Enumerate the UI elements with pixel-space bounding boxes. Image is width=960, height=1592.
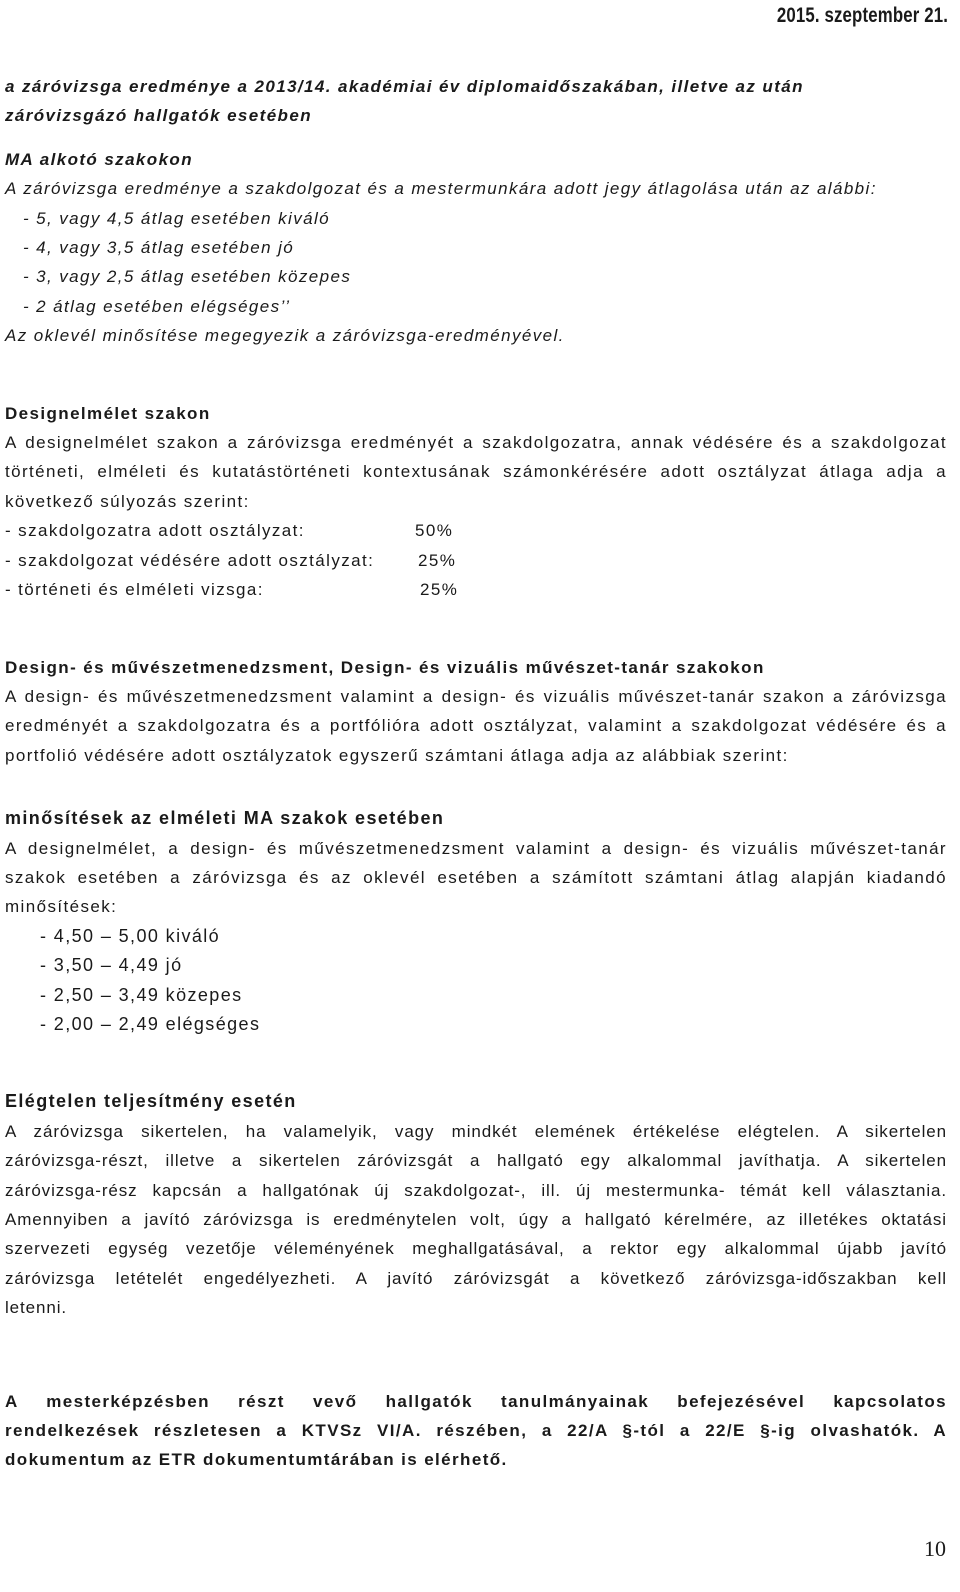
weight-label: - szakdolgozat védésére adott osztályzat: <box>5 550 375 570</box>
weight-row <box>5 546 947 575</box>
section-title-line-2: záróvizsgázó hallgatók esetében <box>5 106 312 126</box>
ma-alkoto-heading: MA alkotó szakokon <box>5 149 193 169</box>
paragraph-line: A záróvizsga sikertelen, ha valamelyik, vagy mindkét elemének értékelése elégtelen. A sikertelen <box>5 1121 947 1141</box>
weight-value: 50% <box>415 521 454 541</box>
page-date: 2015. szeptember 21. <box>776 4 948 27</box>
page-number: 10 <box>924 1536 946 1561</box>
ma-alkoto-intro: A záróvizsga eredménye a szakdolgozat és a mestermunkára adott jegy átlagolása után az alábbi: <box>5 179 877 199</box>
weight-value: 25% <box>418 550 457 570</box>
minositesek-heading: minősítések az elméleti MA szakok esetében <box>5 808 445 829</box>
paragraph-line: záróvizsga-rész kapcsán a hallgatónak új szakdolgozat-, ill. új mestermunka- témát kell választania. <box>5 1180 947 1200</box>
weight-label: - szakdolgozatra adott osztályzat: <box>5 521 305 541</box>
paragraph-line: történeti, elméleti és kutatástörténeti kontextusának számonkérésére adott osztályzat átlaga adja a <box>5 462 947 482</box>
paragraph-line: záróvizsga letételét engedélyezheti. A javító záróvizsgát a következő záróvizsga-időszakban kell <box>5 1268 947 1288</box>
rating-item: - 2,00 – 2,49 elégséges <box>40 1013 261 1034</box>
paragraph-line: záróvizsga-részt, illetve a sikertelen záróvizsgát a hallgató egy alkalommal javíthatja. A sikertelen <box>5 1151 947 1171</box>
grade-item: - 5, vagy 4,5 átlag esetében kiváló <box>23 208 330 228</box>
ma-alkoto-closing: Az oklevél minősítése megegyezik a záróvizsga-eredményével. <box>5 326 565 346</box>
paragraph-line: minősítések: <box>5 897 118 917</box>
designelmelet-heading: Designelmélet szakon <box>5 403 211 423</box>
rating-item: - 4,50 – 5,00 kiváló <box>40 925 221 946</box>
paragraph-line: eredményét a szakdolgozatra és a portfólióra adott osztályzat, valamint a szakdolgozat védésére és a <box>5 716 947 736</box>
elegtelen-heading: Elégtelen teljesítmény esetén <box>5 1091 297 1112</box>
paragraph-line: szervezeti egység vezetője véleményének meghallgatásával, a rektor egy alkalommal újabb javító <box>5 1239 947 1259</box>
weight-label: - történeti és elméleti vizsga: <box>5 580 264 600</box>
weight-row <box>5 516 947 545</box>
paragraph-line: Amennyiben a javító záróvizsga is eredménytelen volt, úgy a hallgató kérelmére, az illetékes oktatási <box>5 1210 947 1229</box>
rating-item: - 2,50 – 3,49 közepes <box>40 984 243 1005</box>
grade-item: - 3, vagy 2,5 átlag esetében közepes <box>23 267 352 287</box>
design-muveszet-heading: Design- és művészetmenedzsment, Design- és vizuális művészet-tanár szakokon <box>5 657 765 677</box>
section-title-line-1: a záróvizsga eredménye a 2013/14. akadémiai év diplomaidőszakában, illetve az után <box>5 77 804 96</box>
weight-value: 25% <box>420 580 459 600</box>
paragraph-line: A designelmélet, a design- és művészetmenedzsment valamint a design- és vizuális művészet-tanár <box>5 838 947 858</box>
paragraph-line: A designelmélet szakon a záróvizsga eredményét a szakdolgozatra, annak védésére és a szakdolgozat <box>5 433 947 453</box>
closing-line: dokumentum az ETR dokumentumtárában is elérhető. <box>5 1450 508 1470</box>
document-body <box>5 72 947 1475</box>
paragraph-line: portfolió védésére adott osztályzatok egyszerű számtani átlaga adja az alábbiak szerint: <box>5 745 789 765</box>
closing-line: A mesterképzésben részt vevő hallgatók tanulmányainak befejezésével kapcsolatos <box>5 1391 947 1411</box>
paragraph-line: letenni. <box>5 1298 68 1318</box>
paragraph-line: A design- és művészetmenedzsment valamint a design- és vizuális művészet-tanár szakon a záróvizsga <box>5 686 947 706</box>
weight-row <box>5 575 947 604</box>
grade-item: - 2 átlag esetében elégséges’’ <box>23 296 291 316</box>
paragraph-line: következő súlyozás szerint: <box>5 491 250 511</box>
rating-item: - 3,50 – 4,49 jó <box>40 955 183 976</box>
paragraph-line: szakok esetében a záróvizsga és az oklevél esetében a számított számtani átlag alapján kiadandó <box>5 867 947 887</box>
closing-line: rendelkezések részletesen a KTVSz VI/A. részében, a 22/A §-tól a 22/E §-ig olvashatók. A <box>5 1421 947 1441</box>
grade-item: - 4, vagy 3,5 átlag esetében jó <box>23 238 295 258</box>
